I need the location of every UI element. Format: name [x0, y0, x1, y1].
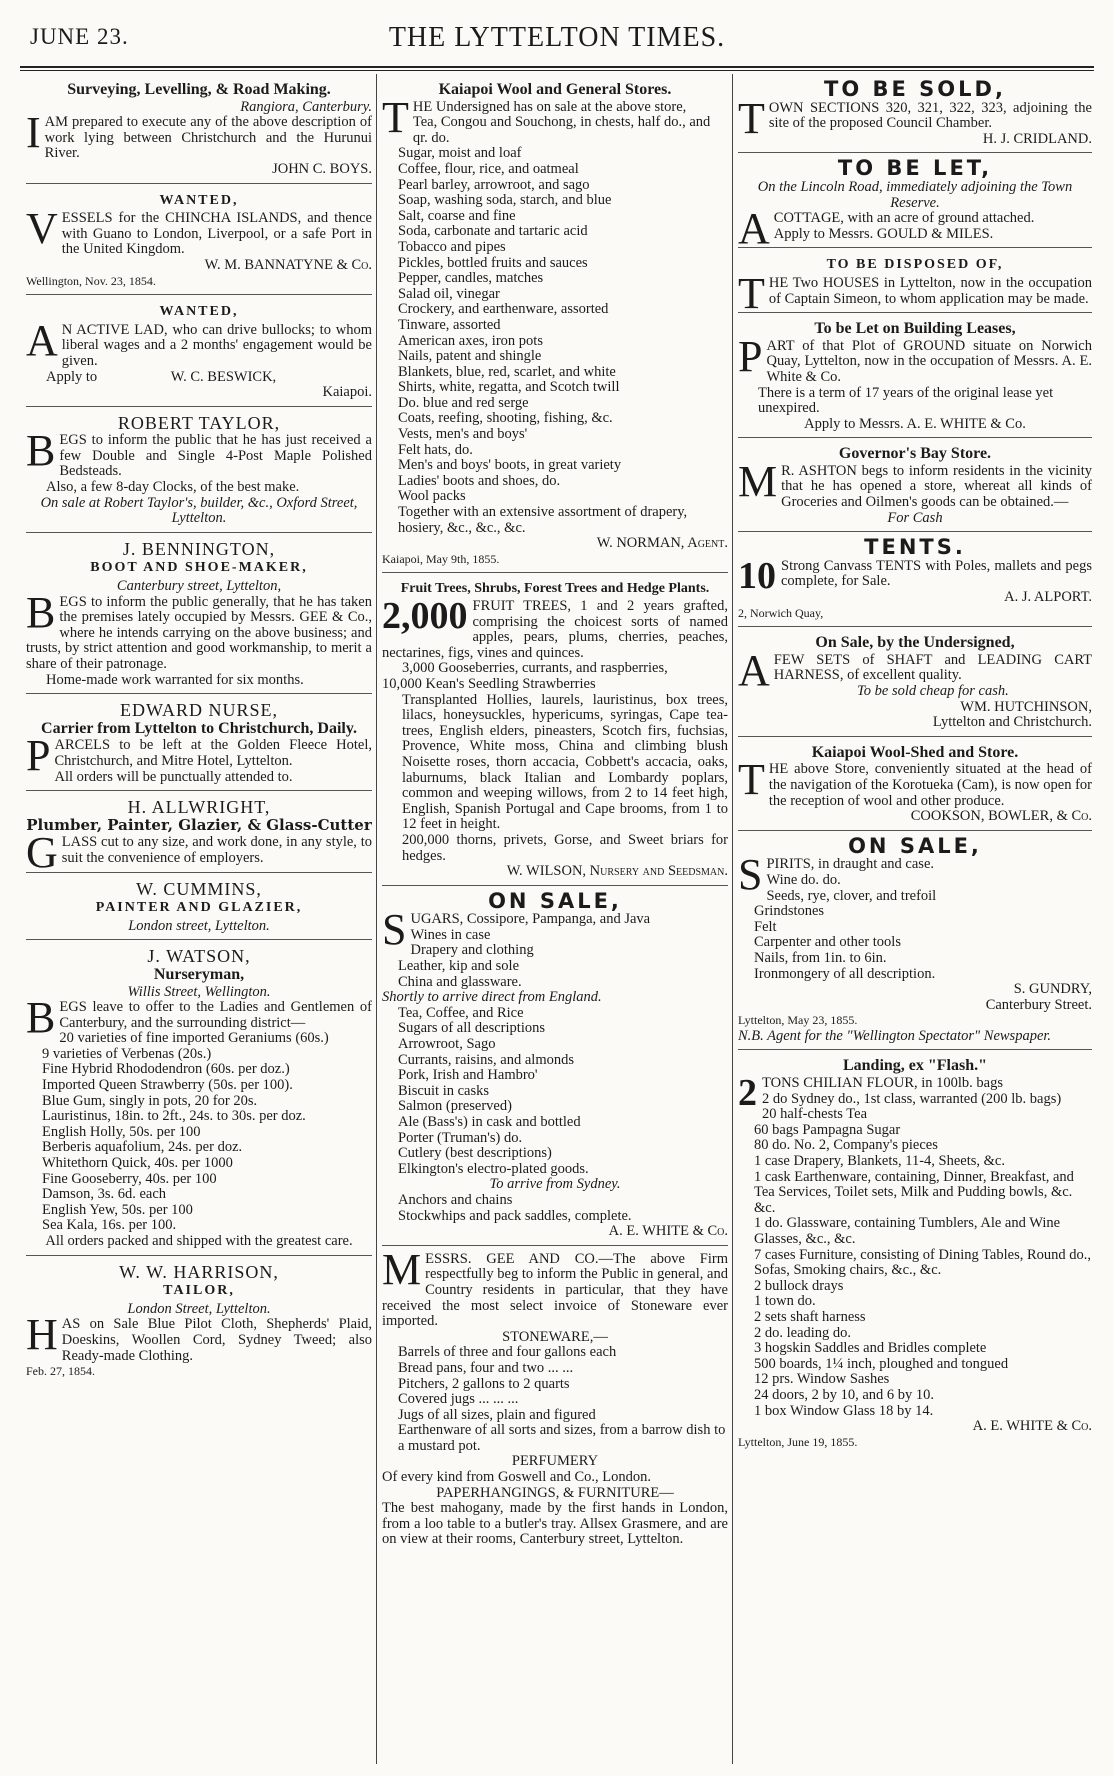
ad-date: Feb. 27, 1854.: [26, 1364, 95, 1379]
list-item: 2 bullock drays: [754, 1277, 844, 1294]
ad-heading: To be Let on Building Leases,: [814, 320, 1016, 338]
ad-heading: ON SALE,: [488, 888, 622, 913]
ad-signature: WM. HUTCHINSON,: [960, 698, 1092, 715]
ad-note: All orders packed and shipped with the greatest care.: [45, 1233, 353, 1249]
ad-watson: [26, 944, 372, 1255]
drop-cap: P: [26, 731, 51, 781]
list-item: Soda, carbonate and tartaric acid: [398, 223, 588, 240]
ad-subheading: PAPERHANGINGS, & FURNITURE—: [436, 1484, 674, 1501]
ad-heading: Kaiapoi Wool and General Stores.: [438, 81, 672, 98]
ad-heading: WANTED,: [159, 304, 239, 320]
item-list: [382, 1345, 728, 1454]
ad-subheading: Plumber, Painter, Glazier, & Glass-Cutter: [26, 815, 372, 834]
ad-on-sale-white: [382, 890, 728, 1246]
ad-place: Lyttelton and Christchurch.: [932, 714, 1092, 731]
column-2: [382, 78, 728, 1768]
list-item: American axes, iron pots: [398, 332, 543, 349]
drop-cap: B: [26, 993, 56, 1043]
drop-cap: T: [738, 268, 765, 318]
ad-note: N.B. Agent for the "Wellington Spectator" Newspaper.: [738, 1027, 1052, 1044]
ad-heading: WANTED,: [159, 192, 239, 208]
list-item: China and glassware.: [398, 973, 522, 990]
list-item: 3 hogskin Saddles and Bridles complete: [754, 1340, 987, 1357]
ad-body: ESSRS. GEE AND CO.—The above Firm respectfully beg to inform the Public in general, and Country residents in particular, that they have received the most select invoice of Stoneware ever imported.: [382, 1250, 728, 1330]
ad-place: On the Lincoln Road, immediately adjoining the Town Reserve.: [757, 178, 1073, 211]
ad-text: 200,000 thorns, privets, Gorse, and Sweet briars for hedges.: [402, 831, 728, 864]
list-item: Biscuit in casks: [398, 1082, 490, 1099]
list-item: Wines in case: [410, 926, 491, 943]
list-item: Bread pans, four and two ... ...: [398, 1359, 574, 1376]
ad-subheading: TAILOR,: [163, 1283, 235, 1299]
list-item: 9 varieties of Verbenas (20s.): [42, 1045, 212, 1062]
list-item: Soap, washing soda, starch, and blue: [398, 192, 612, 209]
item-list: [382, 928, 728, 990]
ad-date: Kaiapoi, May 9th, 1855.: [382, 551, 500, 566]
ad-date: Wellington, Nov. 23, 1854.: [26, 273, 156, 288]
ad-heading: W. W. HARRISON,: [119, 1261, 279, 1282]
item-list: [382, 1193, 728, 1224]
list-item: Nails, patent and shingle: [398, 348, 542, 365]
list-item: Felt hats, do.: [398, 441, 473, 458]
list-item: Fine Gooseberry, 40s. per 100: [42, 1170, 217, 1187]
ad-subheading: Nurseryman,: [153, 965, 245, 983]
ad-place: Rangiora, Canterbury.: [240, 98, 372, 115]
list-item: 80 do. No. 2, Company's pieces: [754, 1137, 938, 1154]
ad-cummins: [26, 877, 372, 941]
ad-text: There is a term of 17 years of the original lease yet unexpired.: [758, 384, 1054, 417]
list-item: Damson, 3s. 6d. each: [42, 1186, 167, 1203]
ad-subheading: Shortly to arrive direct from England.: [382, 989, 602, 1006]
ad-signature: H. J. CRIDLAND.: [982, 130, 1092, 147]
list-item: Pitchers, 2 gallons to 2 quarts: [398, 1375, 570, 1392]
list-item: Felt: [754, 918, 777, 935]
ad-fruit-trees: [382, 577, 728, 885]
ad-signature: A. E. WHITE & Co.: [972, 1418, 1092, 1435]
ad-body: TONS CHILIAN FLOUR, in 100lb. bags: [762, 1075, 1003, 1092]
ad-heading: J. WATSON,: [147, 946, 251, 967]
ad-kaiapoi-stores: [382, 78, 728, 573]
ad-body: AS on Sale Blue Pilot Cloth, Shepherds' Plaid, Doeskins, Woollen Cord, Sydney Tweed; also Ready-made Clothing.: [61, 1316, 372, 1364]
ad-gundry: [738, 835, 1092, 1051]
drop-cap: M: [738, 456, 778, 506]
list-item: Blue Gum, singly in pots, 20 for 20s.: [42, 1092, 258, 1109]
ad-signature: W. M. BANNATYNE & Co.: [204, 256, 372, 273]
ad-heading: Fruit Trees, Shrubs, Forest Trees and Hedge Plants.: [400, 581, 710, 597]
column-divider: [732, 74, 733, 1764]
ad-body: FRUIT TREES, 1 and 2 years grafted, comprising the choicest sorts of named apples, pears, plums, cherries, peaches, nectarines, figs, vines and quinces.: [382, 598, 728, 661]
ad-heading: TO BE DISPOSED OF,: [826, 257, 1004, 273]
list-item: 500 boards, 1¼ inch, ploughed and tongued: [754, 1355, 1009, 1372]
list-item: English Yew, 50s. per 100: [42, 1201, 193, 1218]
list-item: 1 town do.: [754, 1293, 816, 1310]
list-item: Currants, raisins, and almonds: [398, 1051, 574, 1068]
ad-body: EGS leave to offer to the Ladies and Gentlemen of Canterbury, and the surrounding district—: [59, 999, 372, 1031]
big-number: 10: [738, 554, 776, 597]
ad-body: OWN SECTIONS 320, 321, 322, 323, adjoining the site of the proposed Council Chamber.: [768, 99, 1092, 132]
ad-date: Lyttelton, June 19, 1855.: [738, 1434, 858, 1449]
ad-heading: W. CUMMINS,: [136, 878, 262, 899]
ad-apply: Apply to Messrs. A. E. WHITE & Co.: [804, 415, 1026, 432]
list-item: Seeds, rye, clover, and trefoil: [766, 887, 937, 904]
ad-place: Willis Street, Wellington.: [127, 983, 271, 1000]
list-item: Cutlery (best descriptions): [398, 1145, 552, 1162]
list-item: Porter (Truman's) do.: [398, 1129, 523, 1146]
list-item: Carpenter and other tools: [754, 934, 901, 951]
drop-cap: T: [738, 93, 765, 143]
ad-signature: JOHN C. BOYS.: [272, 160, 372, 177]
ad-subheading: PERFUMERY: [511, 1453, 599, 1470]
ad-harrison: [26, 1260, 372, 1385]
ad-signature: A. J. ALPORT.: [1004, 589, 1092, 606]
ad-address: 2, Norwich Quay,: [738, 605, 824, 620]
ad-heading: EDWARD NURSE,: [119, 700, 278, 721]
list-item: Stockwhips and pack saddles, complete.: [398, 1207, 632, 1224]
ad-signature: A. E. WHITE & Co.: [608, 1223, 728, 1240]
ad-place: Canterbury street, Lyttelton,: [116, 578, 282, 595]
ad-body: PIRITS, in draught and case.: [766, 856, 935, 873]
ad-date: Lyttelton, May 23, 1855.: [738, 1013, 858, 1028]
ad-place: Kaiapoi.: [322, 384, 372, 401]
list-item: Covered jugs ... ... ...: [398, 1391, 519, 1408]
ad-signature: W. WILSON, Nursery and Seedsman.: [506, 863, 728, 880]
ad-nurse: [26, 698, 372, 791]
drop-cap: G: [26, 828, 58, 878]
list-item: 1 box Window Glass 18 by 14.: [754, 1402, 934, 1419]
ad-building-leases: [738, 317, 1092, 438]
list-item: Coats, reefing, shooting, fishing, &c.: [398, 410, 613, 427]
ad-place: London street, Lyttelton.: [128, 917, 270, 934]
list-item: Jugs of all sizes, plain and figured: [398, 1406, 596, 1423]
ad-body: UGARS, Cossipore, Pampanga, and Java: [410, 911, 651, 928]
ad-signature: W. C. BESWICK,: [170, 368, 277, 385]
list-item: Sugars of all descriptions: [398, 1020, 545, 1037]
list-item: Ladies' boots and shoes, do.: [398, 472, 561, 489]
list-item: Men's and boys' boots, in great variety: [398, 457, 622, 474]
drop-cap: T: [738, 755, 765, 805]
column-1: [26, 78, 372, 1768]
list-item: Pearl barley, arrowroot, and sago: [398, 176, 590, 193]
list-item: Salad oil, vinegar: [398, 285, 500, 302]
ad-heading: Governor's Bay Store.: [838, 445, 992, 463]
newspaper-title: THE LYTTELTON TIMES.: [388, 22, 726, 53]
ad-flash: [738, 1054, 1092, 1455]
ad-note: For Cash: [887, 509, 943, 526]
list-item: Salt, coarse and fine: [398, 207, 516, 224]
list-item: 1 do. Glassware, containing Tumblers, Ale and Wine Glasses, &c., &c.: [754, 1215, 1061, 1247]
ad-heading: Surveying, Levelling, & Road Making.: [67, 81, 331, 98]
ad-subheading: To arrive from Sydney.: [489, 1176, 621, 1193]
ad-signature: S. GUNDRY,: [1013, 981, 1092, 998]
list-item: Pickles, bottled fruits and sauces: [398, 254, 588, 271]
drop-cap: H: [26, 1310, 58, 1360]
list-item: 1 case Drapery, Blankets, 11-4, Sheets, &c.: [754, 1153, 1005, 1170]
list-item: Elkington's electro-plated goods.: [398, 1160, 589, 1177]
list-item: Leather, kip and sole: [398, 958, 520, 975]
ad-tents: [738, 536, 1092, 627]
list-item: Blankets, blue, red, scarlet, and white: [398, 363, 616, 380]
ad-body: LASS cut to any size, and work done, in any style, to suit the convenience of employers.: [61, 834, 372, 866]
ad-body: Strong Canvass TENTS with Poles, mallets and pegs complete, for Sale.: [781, 557, 1092, 590]
ad-note: Home-made work warranted for six months.: [46, 671, 304, 688]
list-item: Ale (Bass's) in cask and bottled: [398, 1114, 581, 1130]
list-item: Pepper, candles, matches: [398, 270, 544, 287]
list-item: Coffee, flour, rice, and oatmeal: [398, 160, 579, 177]
ad-apply: Apply to Messrs. GOULD & MILES.: [773, 225, 994, 242]
ad-taylor: [26, 411, 372, 533]
ad-body: HE Undersigned has on sale at the above store,: [412, 98, 687, 115]
list-item: 20 varieties of fine imported Geraniums (60s.): [59, 1030, 329, 1047]
list-item: 2 sets shaft harness: [754, 1308, 866, 1325]
ad-wool-shed: [738, 741, 1092, 831]
drop-cap: B: [26, 426, 56, 476]
list-item: 60 bags Pampagna Sugar: [754, 1121, 901, 1138]
ad-text: Wine do. do.: [766, 871, 841, 888]
list-item: 2 do Sydney do., 1st class, warranted (200 lb. bags): [762, 1090, 1062, 1107]
ad-text: Of every kind from Goswell and Co., London.: [382, 1469, 652, 1486]
ad-apply: Apply to: [46, 368, 98, 385]
ad-signature: W. NORMAN, Agent.: [596, 535, 728, 552]
ad-heading: TO BE SOLD,: [824, 78, 1006, 101]
ad-text: 3,000 Gooseberries, currants, and raspberries,: [402, 660, 668, 677]
masthead: [20, 10, 1094, 60]
ad-subheading: PAINTER AND GLAZIER,: [95, 900, 303, 916]
ad-heading: On Sale, by the Undersigned,: [815, 634, 1015, 652]
drop-cap: S: [738, 850, 763, 900]
ad-sale: On sale at Robert Taylor's, builder, &c., Oxford Street, Lyttelton.: [40, 494, 358, 527]
header-rule: [20, 66, 1094, 68]
ad-body: EGS to inform the public generally, that he has taken the premises lately occupied by Messrs. GEE & Co., where he intends carrying on the above business; and trusts, by strict attention and good workmanship, to merit a share of their patronage.: [26, 593, 372, 672]
ad-hutchinson: [738, 631, 1092, 737]
ad-text: Transplanted Hollies, laurels, lauristinus, box trees, lilacs, honeysuckles, hypericums, syringas, Cape tea-trees, English elders, pineasters, Scotch firs, fuchsias, Provence, White moss, China and climbing blush Noisette roses, thorn accacia, Cobbett's accacia, oaks, laburnums, black Italian and Lombardy poplars, common and weeping willows, from 2 to 14 feet high, English, Spanish Portugal and Cape brooms, from 1 to 12 feet in height.: [402, 691, 728, 833]
ad-body: EGS to inform the public that he has just received a few Double and Single 4-Post Maple Polished Bedsteads.: [59, 432, 372, 480]
list-item: Crockery, and earthenware, assorted: [398, 301, 609, 318]
list-item: Barrels of three and four gallons each: [398, 1344, 617, 1361]
ad-body: COTTAGE, with an acre of ground attached.: [773, 210, 1035, 227]
big-number: 2,000: [382, 595, 468, 637]
issue-date: JUNE 23.: [30, 24, 129, 49]
ad-bannatyne: [26, 188, 372, 296]
ad-body: HE above Store, conveniently situated at the head of the navigation of the Korotueka (Cam), is now open for the reception of wool and other produce.: [768, 761, 1092, 809]
item-list: [738, 1092, 1092, 1419]
list-item: Ironmongery of all description.: [754, 965, 936, 982]
ad-heading: H. ALLWRIGHT,: [127, 797, 271, 818]
list-item: 20 half-chests Tea: [762, 1106, 868, 1123]
ad-bennington: [26, 537, 372, 694]
drop-cap: A: [26, 315, 58, 365]
ad-boys: [26, 78, 372, 184]
drop-cap: M: [382, 1244, 422, 1294]
ad-note: All orders will be punctually attended to.: [54, 768, 293, 785]
list-item: Grindstones: [754, 903, 825, 920]
ad-also: Also, a few 8-day Clocks, of the best make.: [46, 479, 300, 496]
list-item: Fine Hybrid Rhododendron (60s. per doz.): [42, 1061, 290, 1078]
list-item: 1 cask Earthenware, containing, Dinner, Breakfast, and Tea Services, Toilet sets, Milk and Pudding bowls, &c. &c.: [754, 1168, 1074, 1216]
ad-text: The best mahogany, made by the first hands in London, from a loo table to a butler's tray. Allsex Grasmere, and are on view at their rooms, Canterbury street, Lyttelton.: [382, 1500, 728, 1548]
ad-gee: [382, 1244, 728, 1553]
list-item: Salmon (preserved): [398, 1098, 512, 1115]
ad-body: N ACTIVE LAD, who can drive bullocks; to whom liberal wages and a 2 months' engagement would be given.: [61, 321, 372, 369]
ad-heading: Landing, ex "Flash.": [842, 1057, 988, 1075]
list-item: Shirts, white, regatta, and Scotch twill: [398, 379, 620, 396]
list-item: Together with an extensive assortment of drapery, hosiery, &c., &c., &c.: [398, 504, 688, 536]
list-item: Berberis aquafolium, 24s. per doz.: [42, 1139, 243, 1156]
ad-heading: ON SALE,: [848, 833, 982, 858]
ad-disposed: [738, 252, 1092, 318]
ad-body: HE Two HOUSES in Lyttelton, now in the occupation of Captain Simeon, to whom application may be made.: [768, 274, 1092, 307]
column-divider: [376, 74, 377, 1764]
ad-body: R. ASHTON begs to inform residents in the vicinity that he has opened a store, whereat all kinds of Groceries and Oilmen's goods can be obtained.—: [781, 462, 1092, 511]
item-list: [382, 1006, 728, 1178]
list-item: Sea Kala, 16s. per 100.: [42, 1217, 177, 1234]
ad-body: ART of that Plot of GROUND situate on Norwich Quay, Lyttelton, now in the occupation of Messrs. A. E. White & Co.: [766, 337, 1092, 385]
ad-body: AM prepared to execute any of the above description of work lying between Christchurch and the Hurunui River.: [44, 114, 372, 162]
list-item: 2 do. leading do.: [754, 1324, 852, 1341]
ad-note: To be sold cheap for cash.: [857, 683, 1009, 699]
ad-body: FEW SETS of SHAFT and LEADING CART HARNESS, of excellent quality.: [773, 651, 1092, 684]
ad-heading: TENTS.: [864, 535, 966, 560]
list-item: Earthenware of all sorts and sizes, from a barrow dish to a mustard pot.: [398, 1422, 726, 1454]
ad-street: Canterbury Street.: [985, 996, 1092, 1013]
ad-subheading: Carrier from Lyttelton to Christchurch, Daily.: [41, 719, 357, 737]
ad-governors-bay: [738, 442, 1092, 532]
column-3: [738, 78, 1092, 1768]
drop-cap: T: [382, 92, 409, 142]
list-item: Anchors and chains: [398, 1191, 513, 1208]
list-item: Wool packs: [398, 488, 466, 505]
drop-cap: B: [26, 587, 56, 637]
drop-cap: A: [738, 204, 770, 254]
list-item: Do. blue and red serge: [398, 394, 529, 411]
list-item: Imported Queen Strawberry (50s. per 100).: [42, 1077, 293, 1094]
list-item: Nails, from 1in. to 6in.: [754, 949, 887, 966]
ad-to-be-sold: [738, 78, 1092, 153]
ad-text: 10,000 Kean's Seedling Strawberries: [382, 675, 596, 692]
drop-cap: V: [26, 204, 58, 254]
list-item: 12 prs. Window Sashes: [754, 1371, 890, 1388]
list-item: Sugar, moist and loaf: [398, 145, 522, 162]
drop-cap: P: [738, 331, 763, 381]
list-item: Vests, men's and boys': [398, 426, 528, 443]
ad-heading: TO BE LET,: [837, 156, 993, 181]
ad-beswick: [26, 299, 372, 407]
ad-to-be-let: [738, 156, 1092, 254]
ad-body: ARCELS to be left at the Golden Fleece Hotel, Christchurch, and Mitre Hotel, Lyttelton.: [54, 737, 372, 769]
drop-cap: I: [26, 108, 41, 158]
ad-subheading: BOOT AND SHOE-MAKER,: [90, 560, 308, 576]
list-item: Lauristinus, 18in. to 2ft., 24s. to 30s. per doz.: [42, 1108, 306, 1125]
ad-body: ESSELS for the CHINCHA ISLANDS, and thence with Guano to London, Liverpool, or a safe Port in the United Kingdom.: [61, 210, 372, 258]
item-list: [26, 1031, 372, 1234]
ad-heading: J. BENNINGTON,: [122, 538, 276, 559]
ad-place: London Street, Lyttelton.: [127, 1300, 271, 1317]
list-item: 24 doors, 2 by 10, and 6 by 10.: [754, 1386, 935, 1403]
ad-heading: ROBERT TAYLOR,: [117, 412, 281, 433]
header-rule-thin: [20, 70, 1094, 71]
list-item: Tea, Coffee, and Rice: [398, 1004, 524, 1021]
big-number: 2: [738, 1072, 757, 1115]
list-item: Tea, Congou and Souchong, in chests, half do., and qr. do.: [412, 114, 711, 146]
ad-subheading: STONEWARE,—: [502, 1328, 608, 1345]
drop-cap: S: [382, 905, 407, 955]
list-item: Whitethorn Quick, 40s. per 1000: [42, 1155, 233, 1172]
list-item: Tinware, assorted: [398, 316, 501, 333]
item-list: [738, 889, 1092, 983]
list-item: Pork, Irish and Hambro': [398, 1067, 538, 1084]
ad-heading: Kaiapoi Wool-Shed and Store.: [811, 743, 1019, 761]
list-item: Drapery and clothing: [410, 942, 534, 959]
ad-allwright: [26, 795, 372, 878]
list-item: Arrowroot, Sago: [398, 1036, 496, 1053]
list-item: Tobacco and pipes: [398, 238, 506, 255]
ad-signature: COOKSON, BOWLER, & Co.: [910, 808, 1092, 825]
drop-cap: A: [738, 645, 770, 695]
item-list: [382, 115, 728, 536]
list-item: 7 cases Furniture, consisting of Dining Tables, Round do., Sofas, Smoking chairs, &c., &c.: [754, 1246, 1092, 1279]
list-item: English Holly, 50s. per 100: [42, 1123, 201, 1140]
